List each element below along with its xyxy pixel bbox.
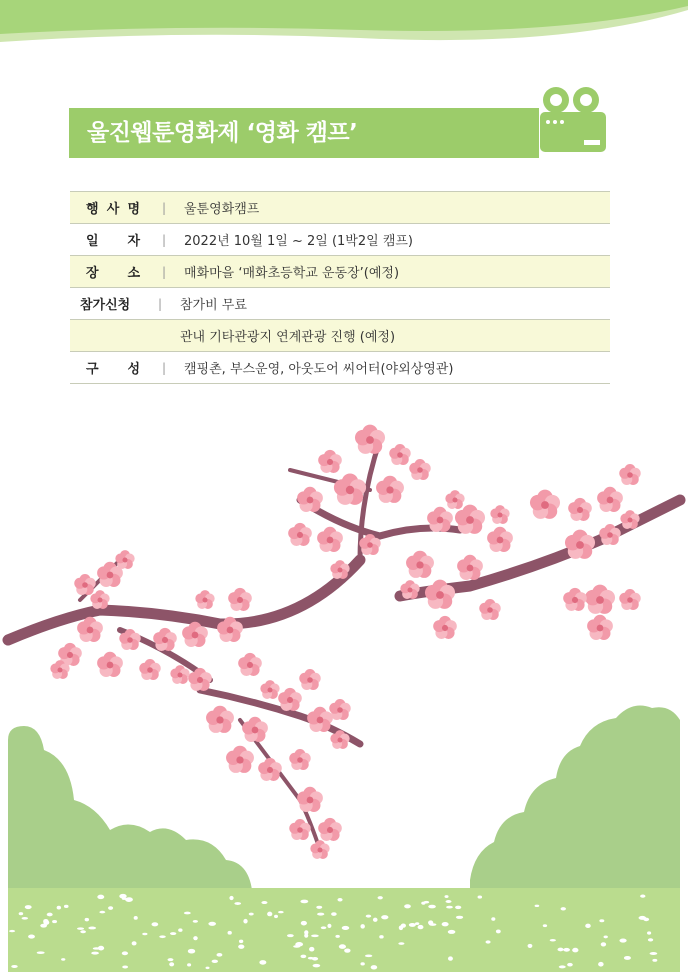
row-value: 매화마을 ‘매화초등학교 운동장’(예정) <box>184 266 400 281</box>
page-title: 울진웹툰영화제 ‘영화 캠프’ <box>87 120 358 146</box>
info-row <box>70 256 610 288</box>
top-wave-decoration <box>0 0 688 60</box>
row-label-char: 행 <box>86 202 99 217</box>
row-separator: | <box>162 232 167 247</box>
info-row <box>70 224 610 256</box>
row-separator: | <box>158 296 163 311</box>
row-label <box>70 358 162 377</box>
row-label <box>70 230 162 249</box>
row-label-char: 명 <box>127 202 140 217</box>
title-banner <box>69 108 609 158</box>
row-value: 울툰영화캠프 <box>184 202 260 217</box>
info-row <box>70 288 610 320</box>
row-label-char: 자 <box>127 234 140 249</box>
row-value: 2022년 10월 1일 ~ 2일 (1박2일 캠프) <box>184 234 414 249</box>
row-label <box>70 294 158 313</box>
row-label-char: 성 <box>127 362 140 377</box>
row-label-char: 소 <box>127 266 140 281</box>
row-value: 참가비 무료 <box>180 298 247 313</box>
row-label-char: 구 <box>86 362 99 377</box>
row-label-char: 참가신청 <box>80 298 131 313</box>
event-info-table <box>70 191 610 384</box>
row-value: 캠핑촌, 부스운영, 아웃도어 씨어터(야외상영관) <box>184 362 454 377</box>
info-row <box>70 192 610 224</box>
row-label-char: 일 <box>86 234 99 249</box>
row-separator: | <box>162 264 167 279</box>
row-label <box>70 198 162 217</box>
row-label-char: 장 <box>86 266 99 281</box>
grass-field <box>8 888 680 972</box>
info-row <box>70 320 610 352</box>
row-label <box>70 262 162 281</box>
row-separator: | <box>162 360 167 375</box>
movie-camera-icon <box>534 84 624 154</box>
row-label-char: 사 <box>106 202 120 217</box>
row-value: 관내 기타관광지 연계관광 진행 (예정) <box>180 330 396 345</box>
row-separator: | <box>162 200 167 215</box>
cherry-blossom-illustration <box>0 380 688 972</box>
